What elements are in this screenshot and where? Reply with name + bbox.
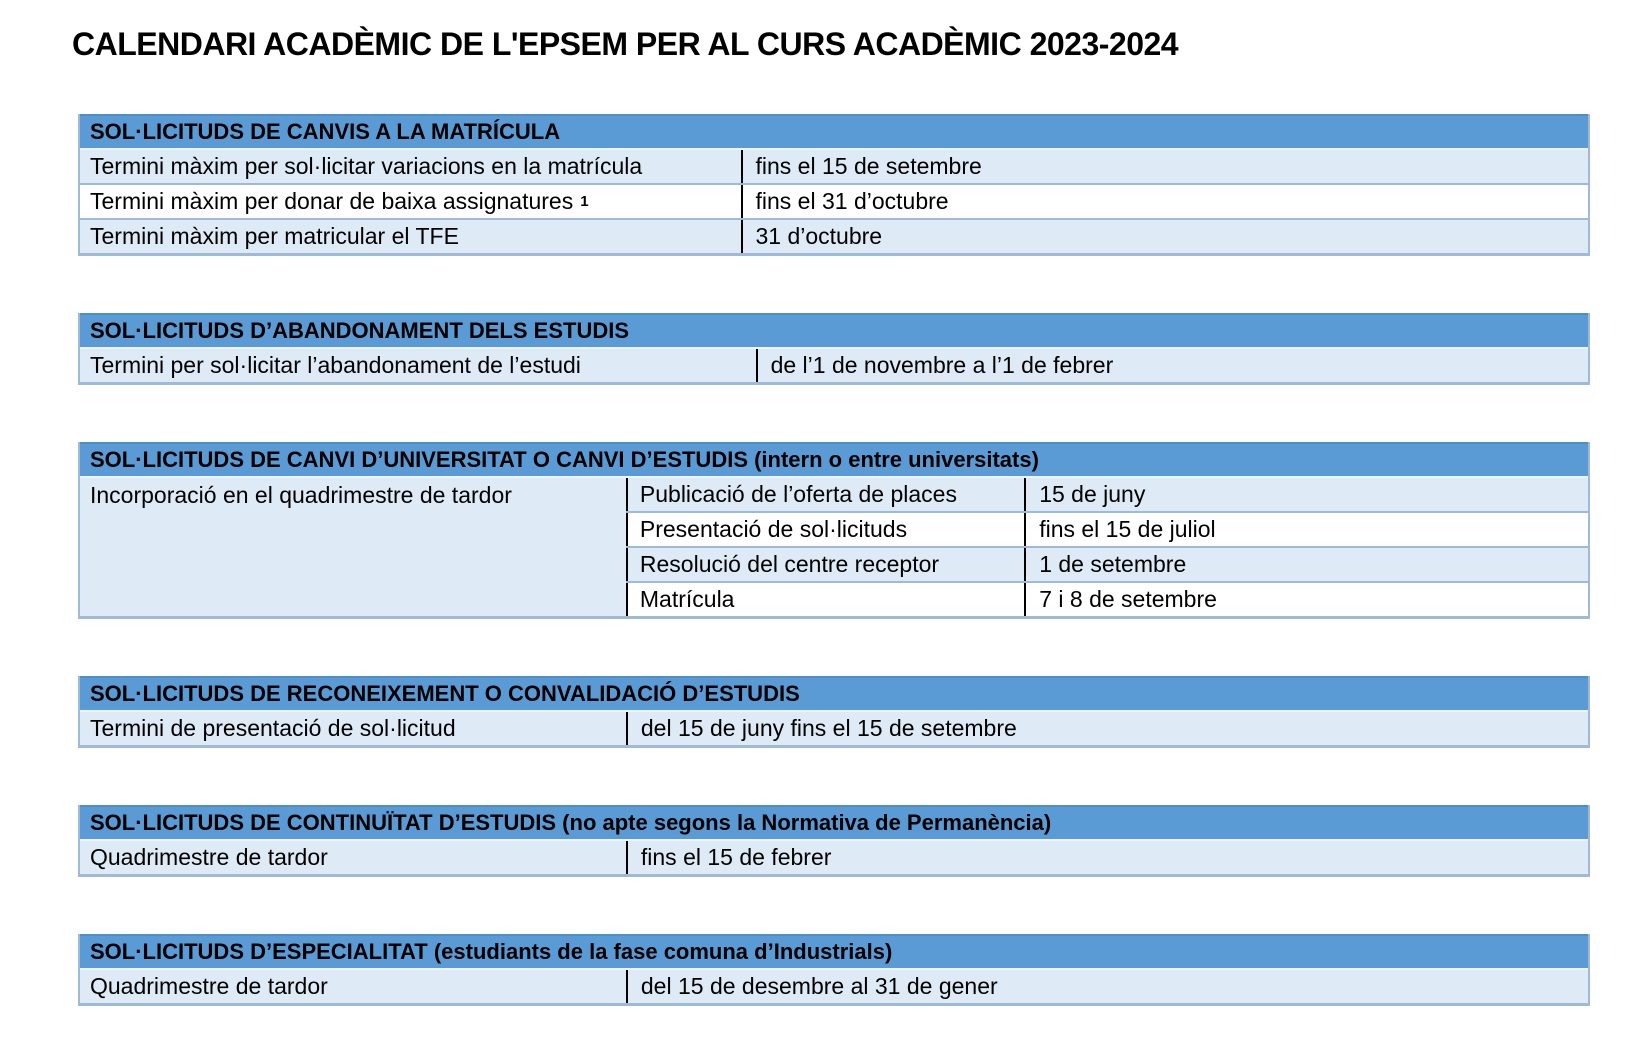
row-label: Resolució del centre receptor bbox=[626, 548, 1024, 581]
row-value: 1 de setembre bbox=[1024, 548, 1588, 581]
document-page bbox=[72, 0, 1590, 1006]
table-row bbox=[80, 148, 1588, 183]
table-row bbox=[80, 839, 1588, 874]
table-especialitat bbox=[78, 934, 1590, 1006]
row-value: 7 i 8 de setembre bbox=[1024, 583, 1588, 616]
row-label bbox=[80, 841, 626, 874]
table-header: SOL·LICITUDS D’ABANDONAMENT DELS ESTUDIS bbox=[80, 313, 1588, 347]
page-title: CALENDARI ACADÈMIC DE L'EPSEM PER AL CURS ACADÈMIC 2023-2024 bbox=[72, 26, 1179, 62]
table-continuitat-estudis bbox=[78, 805, 1590, 877]
row-label bbox=[80, 150, 741, 183]
row-value: del 15 de juny fins el 15 de setembre bbox=[626, 712, 1588, 745]
row-label-text: Termini màxim per donar de baixa assignatures bbox=[90, 188, 574, 214]
row-value: fins el 15 de febrer bbox=[626, 841, 1588, 874]
row-label-text: Termini màxim per sol·licitar variacions en la matrícula bbox=[90, 153, 643, 179]
row-label-text: Termini màxim per matricular el TFE bbox=[90, 223, 459, 249]
table-row bbox=[80, 183, 1588, 218]
merged-cell-incorporacio: Incorporació en el quadrimestre de tardor bbox=[80, 476, 626, 616]
table-row bbox=[80, 347, 1588, 382]
row-label-text: Quadrimestre de tardor bbox=[90, 973, 328, 999]
table-row bbox=[80, 710, 1588, 745]
table-header: SOL·LICITUDS DE CANVI D’UNIVERSITAT O CANVI D’ESTUDIS (intern o entre universitats) bbox=[80, 442, 1588, 476]
table-row bbox=[626, 476, 1588, 511]
table-reconeixement-convalidacio bbox=[78, 676, 1590, 748]
row-label-text: Quadrimestre de tardor bbox=[90, 844, 328, 870]
row-value: fins el 15 de juliol bbox=[1024, 513, 1588, 546]
row-label: Publicació de l’oferta de places bbox=[626, 478, 1024, 511]
table-row bbox=[626, 546, 1588, 581]
row-value: fins el 15 de setembre bbox=[741, 150, 1589, 183]
row-value: fins el 31 d’octubre bbox=[741, 185, 1589, 218]
table-header: SOL·LICITUDS DE CONTINUÏTAT D’ESTUDIS (no apte segons la Normativa de Permanència) bbox=[80, 805, 1588, 839]
table-header: SOL·LICITUDS D’ESPECIALITAT (estudiants de la fase comuna d’Industrials) bbox=[80, 934, 1588, 968]
row-label bbox=[80, 712, 626, 745]
row-label-text: Termini de presentació de sol·licitud bbox=[90, 715, 456, 741]
row-label bbox=[80, 349, 756, 382]
table-canvi-universitat bbox=[78, 442, 1590, 619]
row-value: 15 de juny bbox=[1024, 478, 1588, 511]
table-abandonament-estudis bbox=[78, 313, 1590, 385]
row-label bbox=[80, 970, 626, 1003]
row-label-text: Termini per sol·licitar l’abandonament de l’estudi bbox=[90, 352, 581, 378]
row-value: del 15 de desembre al 31 de gener bbox=[626, 970, 1588, 1003]
table-canvis-matricula bbox=[78, 114, 1590, 256]
table-header: SOL·LICITUDS DE CANVIS A LA MATRÍCULA bbox=[80, 114, 1588, 148]
row-label: Presentació de sol·licituds bbox=[626, 513, 1024, 546]
table-row bbox=[626, 581, 1588, 616]
row-label: Matrícula bbox=[626, 583, 1024, 616]
table-row bbox=[626, 511, 1588, 546]
row-label: Termini màxim per donar de baixa assignatures 1 bbox=[90, 188, 589, 214]
row-value: 31 d’octubre bbox=[741, 220, 1589, 253]
row-value: de l’1 de novembre a l’1 de febrer bbox=[756, 349, 1588, 382]
row-label bbox=[80, 220, 741, 253]
table-row bbox=[80, 968, 1588, 1003]
table-body bbox=[80, 476, 1588, 616]
table-header: SOL·LICITUDS DE RECONEIXEMENT O CONVALIDACIÓ D’ESTUDIS bbox=[80, 676, 1588, 710]
table-row bbox=[80, 218, 1588, 253]
sub-rows bbox=[626, 476, 1588, 616]
